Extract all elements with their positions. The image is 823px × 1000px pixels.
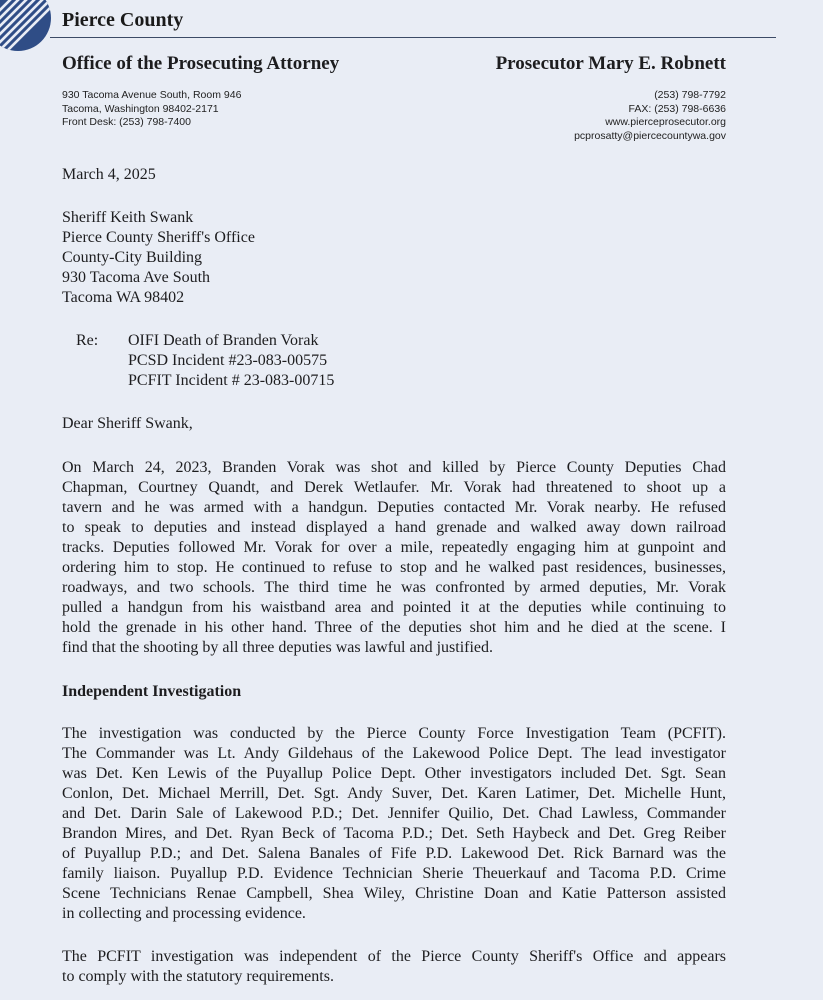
office-address bbox=[62, 89, 241, 130]
paragraph-line: of Puyallup P.D.; and Det. Salena Banales of Fife P.D. Lakewood Det. Rick Barnard was the bbox=[62, 845, 726, 862]
office-contact bbox=[574, 89, 726, 143]
paragraph-line: tavern and he was armed with a handgun. Deputies contacted Mr. Vorak nearby. He refused bbox=[62, 499, 726, 516]
website-link[interactable]: www.pierceprosecutor.org bbox=[605, 116, 726, 128]
salutation: Dear Sheriff Swank, bbox=[62, 415, 193, 432]
address-line: 930 Tacoma Avenue South, Room 946 bbox=[62, 89, 242, 101]
recipient-line: County-City Building bbox=[62, 249, 203, 266]
paragraph-line: and Det. Darin Sale of Lakewood P.D.; Det. Jennifer Quilio, Det. Chad Lawless, Commander bbox=[62, 805, 726, 822]
paragraph-line: find that the shooting by all three deputies was lawful and justified. bbox=[62, 639, 494, 656]
paragraph-line: The PCFIT investigation was independent of the Pierce County Sheriff's Office and appears bbox=[62, 948, 726, 965]
header-divider bbox=[50, 37, 776, 38]
fax-number: FAX: (253) 798-6636 bbox=[628, 102, 726, 115]
letter-date: March 4, 2025 bbox=[62, 166, 156, 183]
subject-line: OIFI Death of Branden Vorak bbox=[128, 332, 319, 349]
paragraph-independence bbox=[62, 947, 726, 987]
recipient-line: Sheriff Keith Swank bbox=[62, 209, 194, 226]
front-desk-phone: Front Desk: (253) 798-7400 bbox=[62, 116, 191, 128]
subject-line: PCSD Incident #23-083-00575 bbox=[128, 352, 328, 369]
paragraph-line: Scene Technicians Renae Campbell, Shea Wiley, Christine Doan and Katie Patterson assisted bbox=[62, 885, 726, 902]
paragraph-line: The investigation was conducted by the Pierce County Force Investigation Team (PCFIT). bbox=[62, 725, 726, 742]
paragraph-line: Conlon, Det. Michael Merrill, Det. Sgt. Andy Suver, Det. Karen Latimer, Det. Michelle Hunt, bbox=[62, 785, 726, 802]
subject-block bbox=[76, 331, 334, 391]
email-link[interactable]: pcprosatty@piercecountywa.gov bbox=[574, 129, 726, 142]
recipient-line: Pierce County Sheriff's Office bbox=[62, 229, 255, 246]
address-line: Tacoma, Washington 98402-2171 bbox=[62, 102, 219, 115]
subject-line: PCFIT Incident # 23-083-00715 bbox=[128, 372, 335, 389]
county-seal-stripes-icon bbox=[0, 0, 52, 52]
prosecutor-name: Prosecutor Mary E. Robnett bbox=[495, 53, 726, 74]
office-title: Office of the Prosecuting Attorney bbox=[62, 53, 340, 74]
paragraph-line: Brandon Mires, and Det. Ryan Beck of Tacoma P.D.; Det. Seth Haybeck and Det. Greg Reiber bbox=[62, 825, 726, 842]
recipient-line: Tacoma WA 98402 bbox=[62, 289, 185, 306]
paragraph-line: in collecting and processing evidence. bbox=[62, 905, 306, 922]
subject-label: Re: bbox=[76, 332, 99, 349]
phone-number: (253) 798-7792 bbox=[654, 89, 726, 101]
paragraph-line: was Det. Ken Lewis of the Puyallup Police Dept. Other investigators included Det. Sgt. Sean bbox=[62, 765, 726, 782]
paragraph-summary bbox=[62, 458, 726, 658]
paragraph-line: tracks. Deputies followed Mr. Vorak for over a mile, repeatedly engaging him at gunpoint and bbox=[62, 539, 726, 556]
paragraph-line: pulled a handgun from his waistband area and pointed it at the deputies while continuing to bbox=[62, 599, 726, 616]
paragraph-line: hold the grenade in his other hand. Three of the deputies shot him and he died at the scene. I bbox=[62, 619, 726, 636]
paragraph-line: roadways, and two schools. The third time he was confronted by armed deputies, Mr. Vorak bbox=[62, 579, 726, 596]
recipient-address bbox=[62, 208, 726, 308]
paragraph-line: to comply with the statutory requirements. bbox=[62, 968, 334, 985]
paragraph-investigation bbox=[62, 724, 726, 924]
county-name: Pierce County bbox=[62, 9, 184, 31]
paragraph-line: to speak to deputies and instead displayed a hand grenade and walked away down railroad bbox=[62, 519, 726, 536]
paragraph-line: Chapman, Courtney Quandt, and Derek Wetlaufer. Mr. Vorak had threatened to shoot up a bbox=[62, 479, 726, 496]
paragraph-line: The Commander was Lt. Andy Gildehaus of the Lakewood Police Dept. The lead investigator bbox=[62, 745, 726, 762]
section-heading: Independent Investigation bbox=[62, 683, 242, 700]
subject-lines bbox=[128, 331, 334, 391]
paragraph-line: family liaison. Puyallup P.D. Evidence Technician Sherie Theuerkauf and Tacoma P.D. Crime bbox=[62, 865, 726, 882]
recipient-line: 930 Tacoma Ave South bbox=[62, 269, 211, 286]
paragraph-line: ordering him to stop. He continued to refuse to stop and he walked past residences, businesses, bbox=[62, 559, 726, 576]
paragraph-line: On March 24, 2023, Branden Vorak was shot and killed by Pierce County Deputies Chad bbox=[62, 459, 726, 476]
